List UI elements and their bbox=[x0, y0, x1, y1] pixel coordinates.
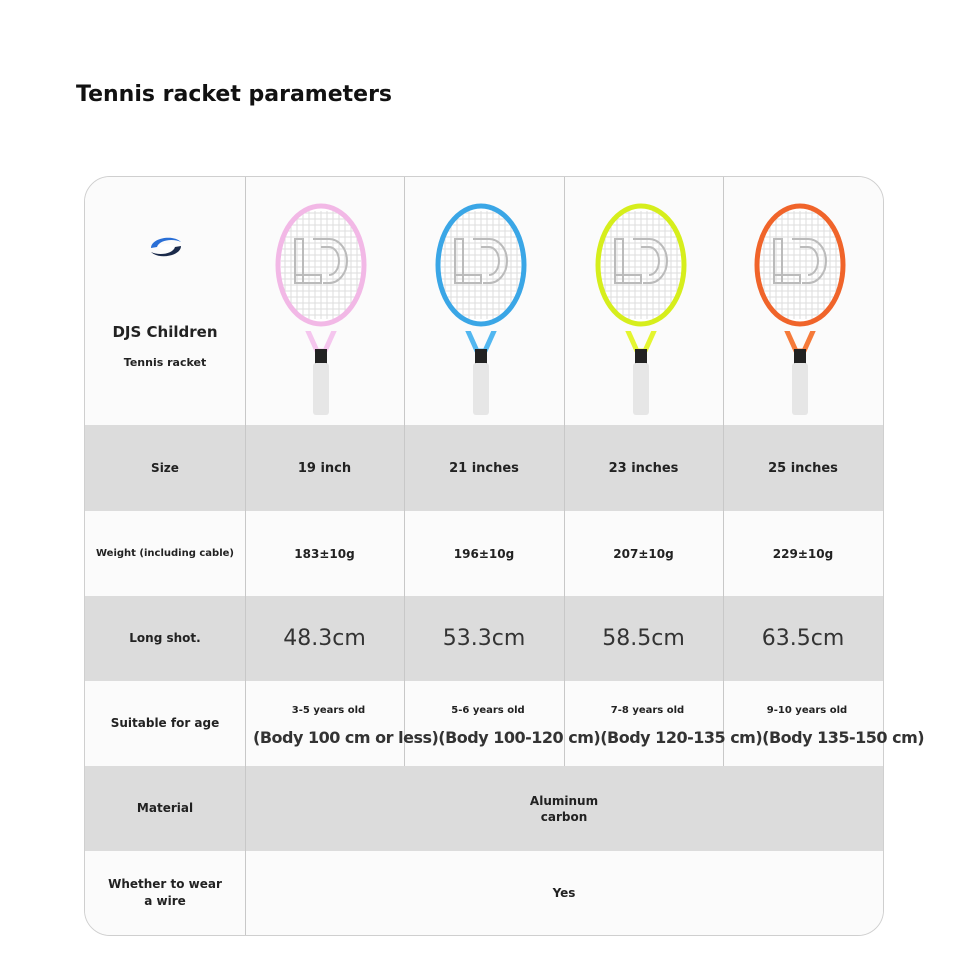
wire-label-line-1: Whether to wear bbox=[108, 877, 222, 891]
weight-value: 183±10g bbox=[294, 546, 355, 561]
length-label: Long shot. bbox=[129, 631, 201, 645]
length-value: 63.5cm bbox=[761, 626, 845, 651]
age-value: 3-5 years old bbox=[291, 705, 366, 716]
age-value: 5-6 years old bbox=[451, 705, 525, 716]
racket-grip bbox=[313, 363, 329, 415]
age-body-heights: (Body 100 cm or less)(Body 100-120 cm)(Body 120-135 cm)(Body 135-150 cm) bbox=[253, 728, 925, 747]
racket-image-19 bbox=[271, 191, 371, 419]
age-value: 7-8 years old bbox=[610, 705, 685, 716]
swirl-logo-icon bbox=[147, 232, 185, 262]
material-line-2: carbon bbox=[540, 809, 588, 824]
weight-value: 207±10g bbox=[613, 546, 674, 561]
size-label: Size bbox=[151, 460, 179, 475]
brand-subtitle: Tennis racket bbox=[123, 356, 207, 369]
weight-row bbox=[85, 511, 883, 596]
age-cell bbox=[564, 681, 723, 766]
brand-name: DJS Children bbox=[112, 323, 218, 341]
length-value: 53.3cm bbox=[442, 626, 526, 651]
wire-value: Yes bbox=[552, 886, 576, 900]
racket-grip bbox=[633, 363, 649, 415]
material-line-1: Aluminum bbox=[529, 793, 599, 808]
wire-row bbox=[85, 851, 883, 935]
column-divider bbox=[564, 177, 565, 766]
material-label: Material bbox=[136, 801, 194, 815]
size-row bbox=[85, 425, 883, 511]
page-title: Tennis racket parameters bbox=[76, 82, 393, 107]
age-label: Suitable for age bbox=[110, 716, 220, 730]
length-row bbox=[85, 596, 883, 681]
racket-grip bbox=[792, 363, 808, 415]
age-cell bbox=[404, 681, 564, 766]
size-value: 19 inch bbox=[297, 460, 352, 476]
column-divider bbox=[404, 177, 405, 766]
length-value: 48.3cm bbox=[283, 626, 366, 651]
wire-label bbox=[85, 851, 245, 935]
column-divider bbox=[723, 177, 724, 766]
racket-image-23 bbox=[591, 191, 691, 419]
size-value: 21 inches bbox=[449, 460, 519, 476]
age-value: 9-10 years old bbox=[766, 705, 848, 716]
racket-image-21 bbox=[431, 191, 531, 419]
header-row bbox=[85, 177, 883, 425]
size-value: 25 inches bbox=[768, 460, 838, 476]
age-row bbox=[85, 681, 883, 766]
weight-value: 196±10g bbox=[453, 546, 515, 561]
wire-label-line-2: a wire bbox=[144, 894, 186, 908]
parameters-table bbox=[84, 176, 884, 936]
weight-value: 229±10g bbox=[772, 546, 834, 561]
length-value: 58.5cm bbox=[602, 626, 685, 651]
racket-image-25 bbox=[750, 191, 850, 419]
weight-label: Weight (including cable) bbox=[96, 548, 234, 559]
column-divider bbox=[245, 177, 246, 935]
material-row bbox=[85, 766, 883, 851]
age-cell bbox=[245, 681, 404, 766]
material-value bbox=[245, 766, 883, 851]
size-value: 23 inches bbox=[608, 460, 679, 476]
age-cell bbox=[723, 681, 883, 766]
racket-grip bbox=[473, 363, 489, 415]
